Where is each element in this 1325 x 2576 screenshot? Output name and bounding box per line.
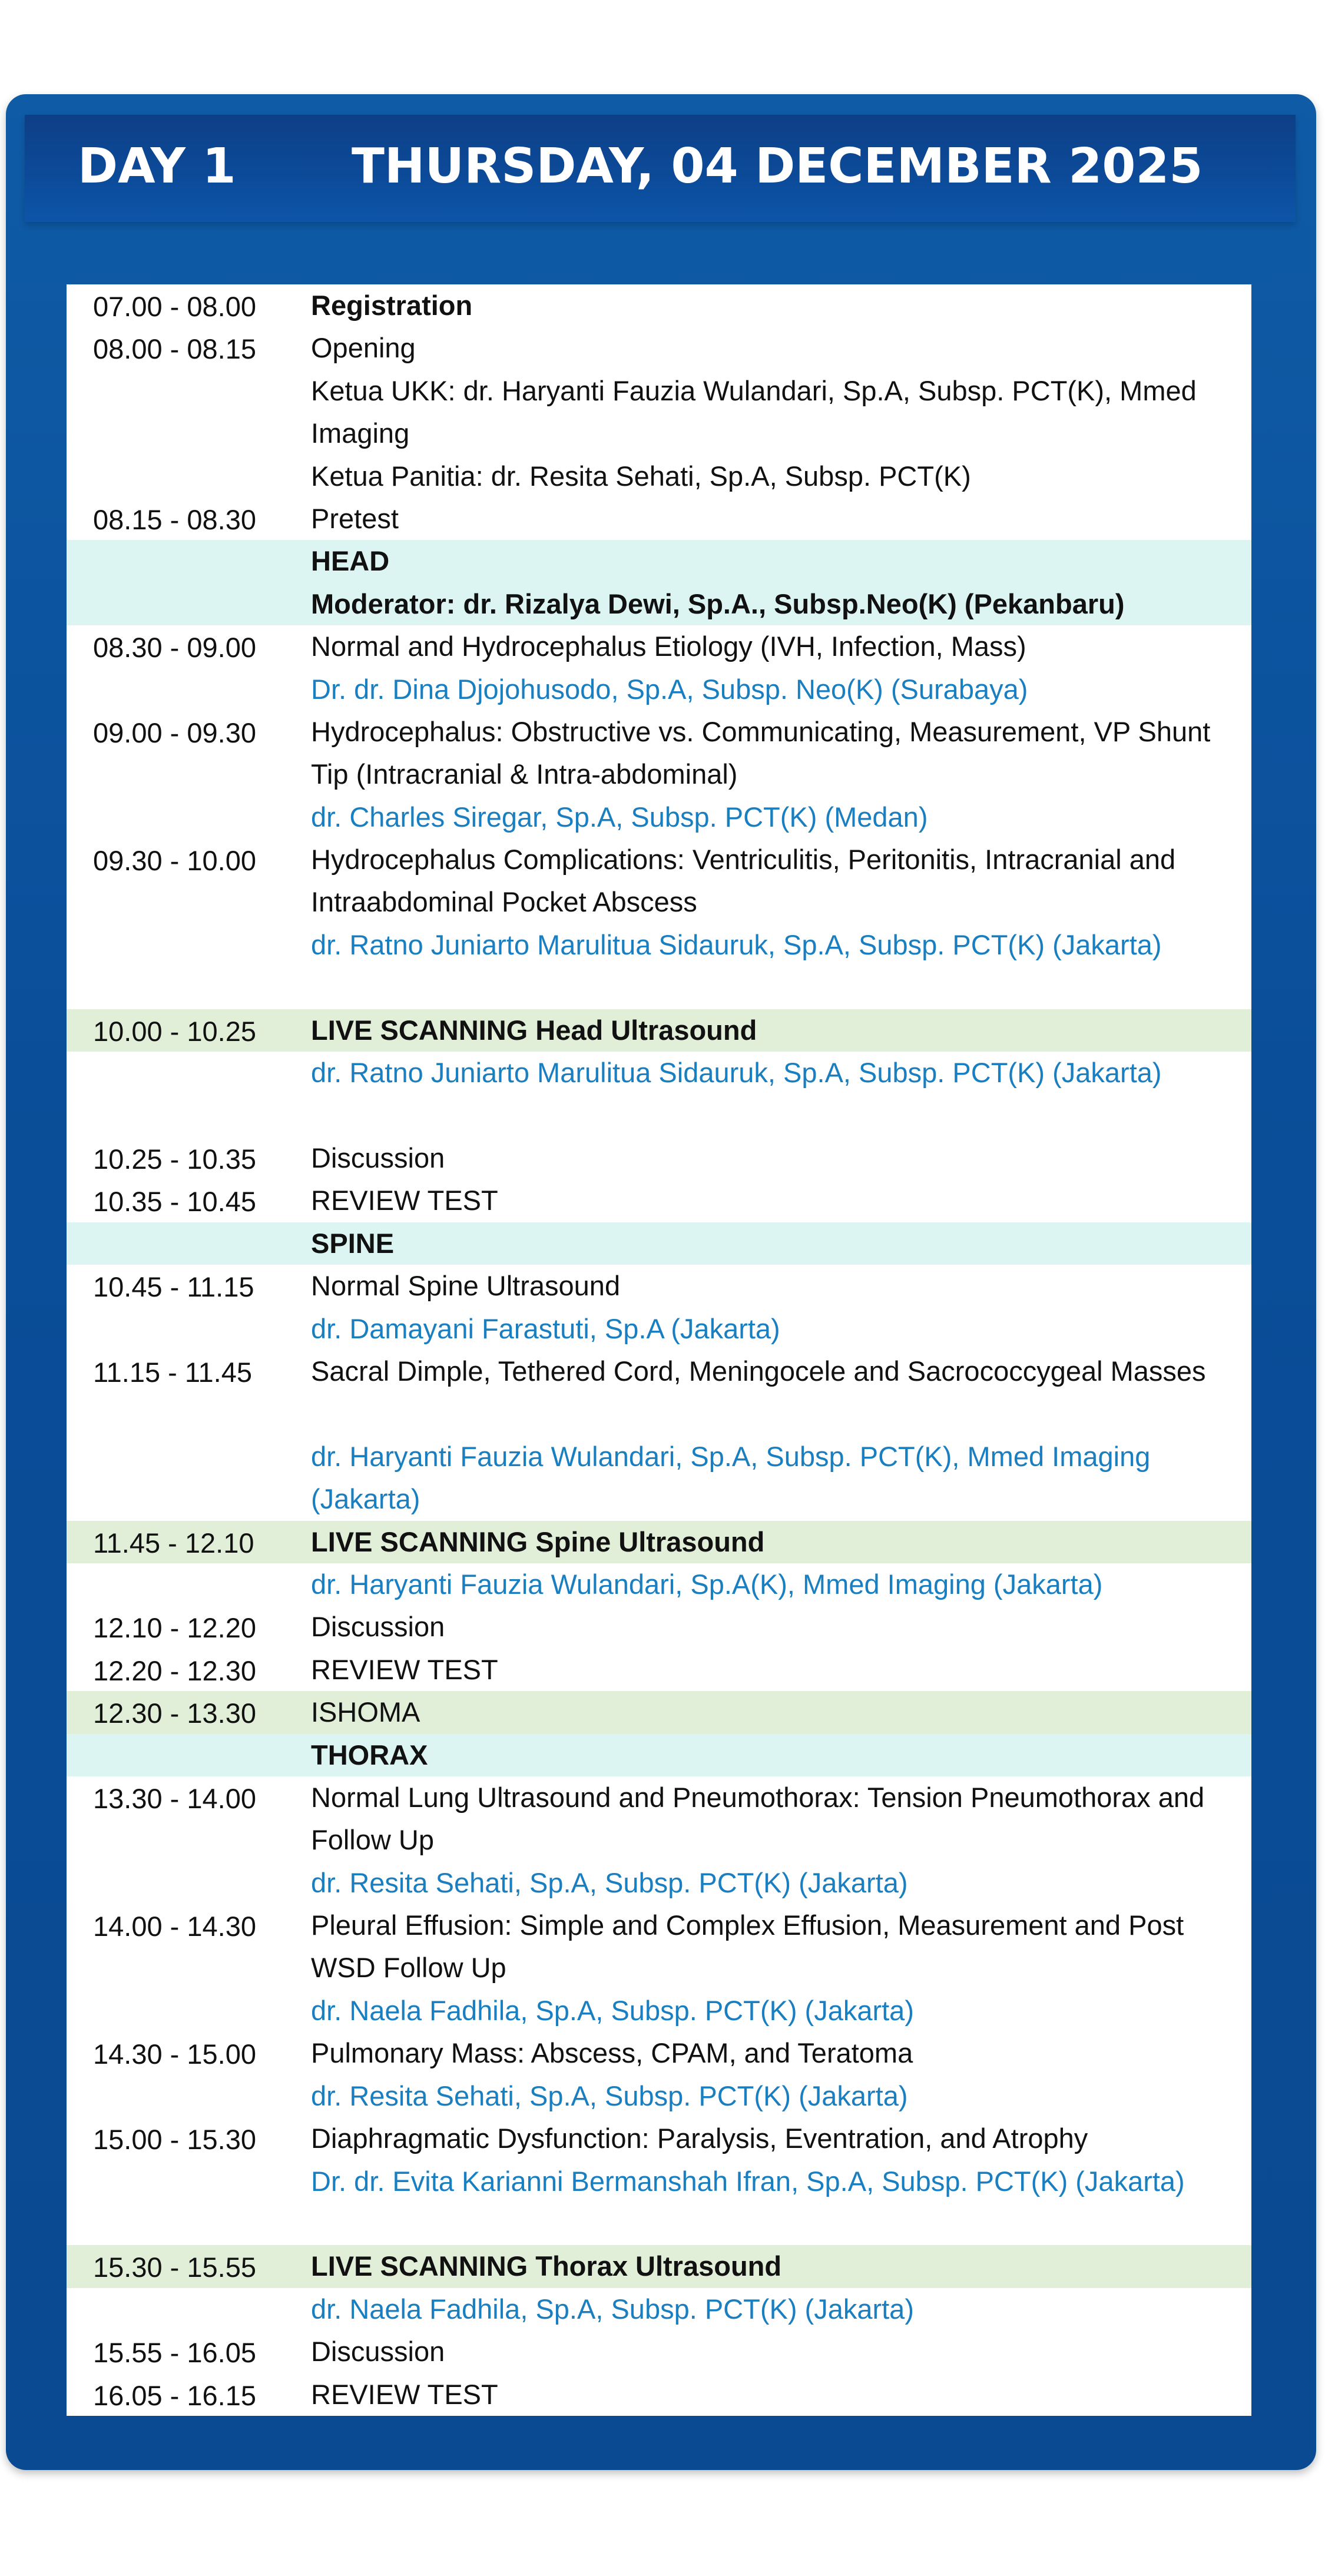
schedule-row: [67, 1350, 1251, 1435]
session-time: 10.35 - 10.45: [93, 1186, 256, 1218]
schedule-row: [67, 1606, 1251, 1648]
schedule-row: [67, 1009, 1251, 1052]
session-title: LIVE SCANNING Head Ultrasound: [311, 1014, 757, 1046]
schedule-row: [67, 1137, 1251, 1179]
schedule-row: [67, 540, 1251, 582]
session-title: REVIEW TEST: [311, 1653, 498, 1685]
schedule-row: [67, 2373, 1251, 2416]
session-time: 12.30 - 13.30: [93, 1698, 256, 1729]
schedule-row: [67, 1990, 1251, 2032]
schedule-row: [67, 2288, 1251, 2330]
session-time: 07.00 - 08.00: [93, 291, 256, 322]
date-label: THURSDAY, 04 DECEMBER 2025: [352, 138, 1203, 194]
session-title: SPINE: [311, 1227, 395, 1259]
session-title: Discussion: [311, 1142, 445, 1173]
session-speaker: dr. Damayani Farastuti, Sp.A (Jakarta): [311, 1312, 780, 1344]
schedule-row: [67, 1308, 1251, 1350]
session-time: 11.15 - 11.45: [93, 1357, 253, 1388]
session-time: 15.30 - 15.55: [93, 2252, 256, 2283]
schedule-row: [67, 1222, 1251, 1265]
schedule-row: [67, 1563, 1251, 1606]
session-title: Hydrocephalus: Obstructive vs. Communicating, Measurement, VP Shunt Tip (Intracranial & Intra-abdominal): [311, 716, 1211, 790]
schedule-row: [67, 2245, 1251, 2287]
session-speaker: dr. Naela Fadhila, Sp.A, Subsp. PCT(K) (Jakarta): [311, 1995, 914, 2026]
schedule-row: [67, 1179, 1251, 1222]
session-time: 11.45 - 12.10: [93, 1527, 254, 1559]
session-title: HEAD: [311, 545, 390, 577]
session-time: 09.00 - 09.30: [93, 717, 256, 748]
session-title: Pleural Effusion: Simple and Complex Effusion, Measurement and Post WSD Follow Up: [311, 1909, 1184, 1984]
session-speaker: Dr. dr. Evita Karianni Bermanshah Ifran, Sp.A, Subsp. PCT(K) (Jakarta): [311, 2165, 1185, 2197]
session-time: 10.00 - 10.25: [93, 1015, 256, 1047]
session-title: ISHOMA: [311, 1696, 420, 1728]
day-header: [25, 115, 1296, 222]
schedule-row: [67, 625, 1251, 668]
session-time: 12.20 - 12.30: [93, 1655, 256, 1686]
session-title: Pulmonary Mass: Abscess, CPAM, and Teratoma: [311, 2037, 913, 2069]
schedule-row: [67, 498, 1251, 540]
session-title: LIVE SCANNING Spine Ultrasound: [311, 1526, 765, 1557]
schedule-row: [67, 455, 1251, 498]
schedule-row: [67, 2160, 1251, 2246]
session-title: Moderator: dr. Rizalya Dewi, Sp.A., Subsp.Neo(K) (Pekanbaru): [311, 588, 1125, 619]
session-speaker: Dr. dr. Dina Djojohusodo, Sp.A, Subsp. Neo(K) (Surabaya): [311, 673, 1028, 705]
session-speaker: dr. Resita Sehati, Sp.A, Subsp. PCT(K) (Jakarta): [311, 2080, 908, 2111]
session-speaker: dr. Naela Fadhila, Sp.A, Subsp. PCT(K) (Jakarta): [311, 2293, 914, 2325]
schedule-row: [67, 2032, 1251, 2074]
session-speaker: dr. Charles Siregar, Sp.A, Subsp. PCT(K) (Medan): [311, 801, 928, 833]
session-title: Ketua Panitia: dr. Resita Sehati, Sp.A, Subsp. PCT(K): [311, 460, 971, 492]
schedule-row: [67, 2075, 1251, 2117]
schedule-row: [67, 1691, 1251, 1733]
session-time: 08.00 - 08.15: [93, 333, 256, 365]
session-time: 08.30 - 09.00: [93, 632, 256, 664]
schedule-row: [67, 1862, 1251, 1904]
schedule-row: [67, 2117, 1251, 2160]
session-time: 15.55 - 16.05: [93, 2337, 256, 2369]
session-time: 14.30 - 15.00: [93, 2038, 256, 2070]
schedule-row: [67, 711, 1251, 796]
session-time: 12.10 - 12.20: [93, 1612, 256, 1644]
schedule-row: [67, 2330, 1251, 2373]
session-time: 14.00 - 14.30: [93, 1911, 256, 1942]
schedule-row: [67, 1435, 1251, 1521]
session-speaker: dr. Ratno Juniarto Marulitua Sidauruk, Sp.A, Subsp. PCT(K) (Jakarta): [311, 1057, 1162, 1089]
schedule-row: [67, 1521, 1251, 1563]
schedule-row: [67, 583, 1251, 625]
session-time: 08.15 - 08.30: [93, 504, 256, 535]
schedule-row: [67, 1265, 1251, 1307]
session-time: 10.25 - 10.35: [93, 1143, 256, 1175]
session-title: Discussion: [311, 1611, 445, 1643]
schedule-row: [67, 327, 1251, 369]
schedule-row: [67, 284, 1251, 327]
schedule-row: [67, 1776, 1251, 1862]
session-title: Normal Spine Ultrasound: [311, 1270, 621, 1302]
session-title: Hydrocephalus Complications: Ventriculitis, Peritonitis, Intracranial and Intraabdominal Pocket Abscess: [311, 844, 1176, 918]
schedule-row: [67, 1904, 1251, 1990]
schedule-row: [67, 1734, 1251, 1776]
schedule-table: [67, 284, 1251, 2416]
session-title: Normal Lung Ultrasound and Pneumothorax: Tension Pneumothorax and Follow Up: [311, 1782, 1205, 1855]
session-title: Diaphragmatic Dysfunction: Paralysis, Eventration, and Atrophy: [311, 2123, 1088, 2154]
session-time: 13.30 - 14.00: [93, 1783, 256, 1814]
session-title: Sacral Dimple, Tethered Cord, Meningocele and Sacrococcygeal Masses: [311, 1355, 1206, 1387]
schedule-row: [67, 796, 1251, 838]
schedule-row: [67, 1649, 1251, 1691]
schedule-row: [67, 838, 1251, 924]
schedule-row: [67, 924, 1251, 1009]
session-title: Opening: [311, 332, 416, 364]
schedule-row: [67, 370, 1251, 455]
session-title: REVIEW TEST: [311, 2378, 498, 2410]
session-title: Pretest: [311, 503, 399, 534]
session-time: 15.00 - 15.30: [93, 2124, 256, 2156]
session-speaker: dr. Ratno Juniarto Marulitua Sidauruk, Sp.A, Subsp. PCT(K) (Jakarta): [311, 929, 1162, 960]
session-time: 16.05 - 16.15: [93, 2379, 256, 2411]
session-title: THORAX: [311, 1739, 428, 1771]
session-time: 10.45 - 11.15: [93, 1271, 254, 1303]
schedule-row: [67, 668, 1251, 711]
day-label: DAY 1: [78, 138, 236, 194]
session-title: LIVE SCANNING Thorax Ultrasound: [311, 2250, 782, 2282]
session-speaker: dr. Resita Sehati, Sp.A, Subsp. PCT(K) (Jakarta): [311, 1866, 908, 1898]
session-title: Ketua UKK: dr. Haryanti Fauzia Wulandari, Sp.A, Subsp. PCT(K), Mmed Imaging: [311, 374, 1197, 449]
session-title: REVIEW TEST: [311, 1185, 498, 1216]
session-speaker: dr. Haryanti Fauzia Wulandari, Sp.A(K), Mmed Imaging (Jakarta): [311, 1569, 1103, 1600]
session-time: 09.30 - 10.00: [93, 845, 256, 877]
session-title: Normal and Hydrocephalus Etiology (IVH, Infection, Mass): [311, 631, 1026, 662]
session-title: Discussion: [311, 2336, 445, 2368]
session-title: Registration: [311, 290, 473, 321]
session-speaker: dr. Haryanti Fauzia Wulandari, Sp.A, Subsp. PCT(K), Mmed Imaging (Jakarta): [311, 1440, 1151, 1514]
schedule-row: [67, 1052, 1251, 1137]
